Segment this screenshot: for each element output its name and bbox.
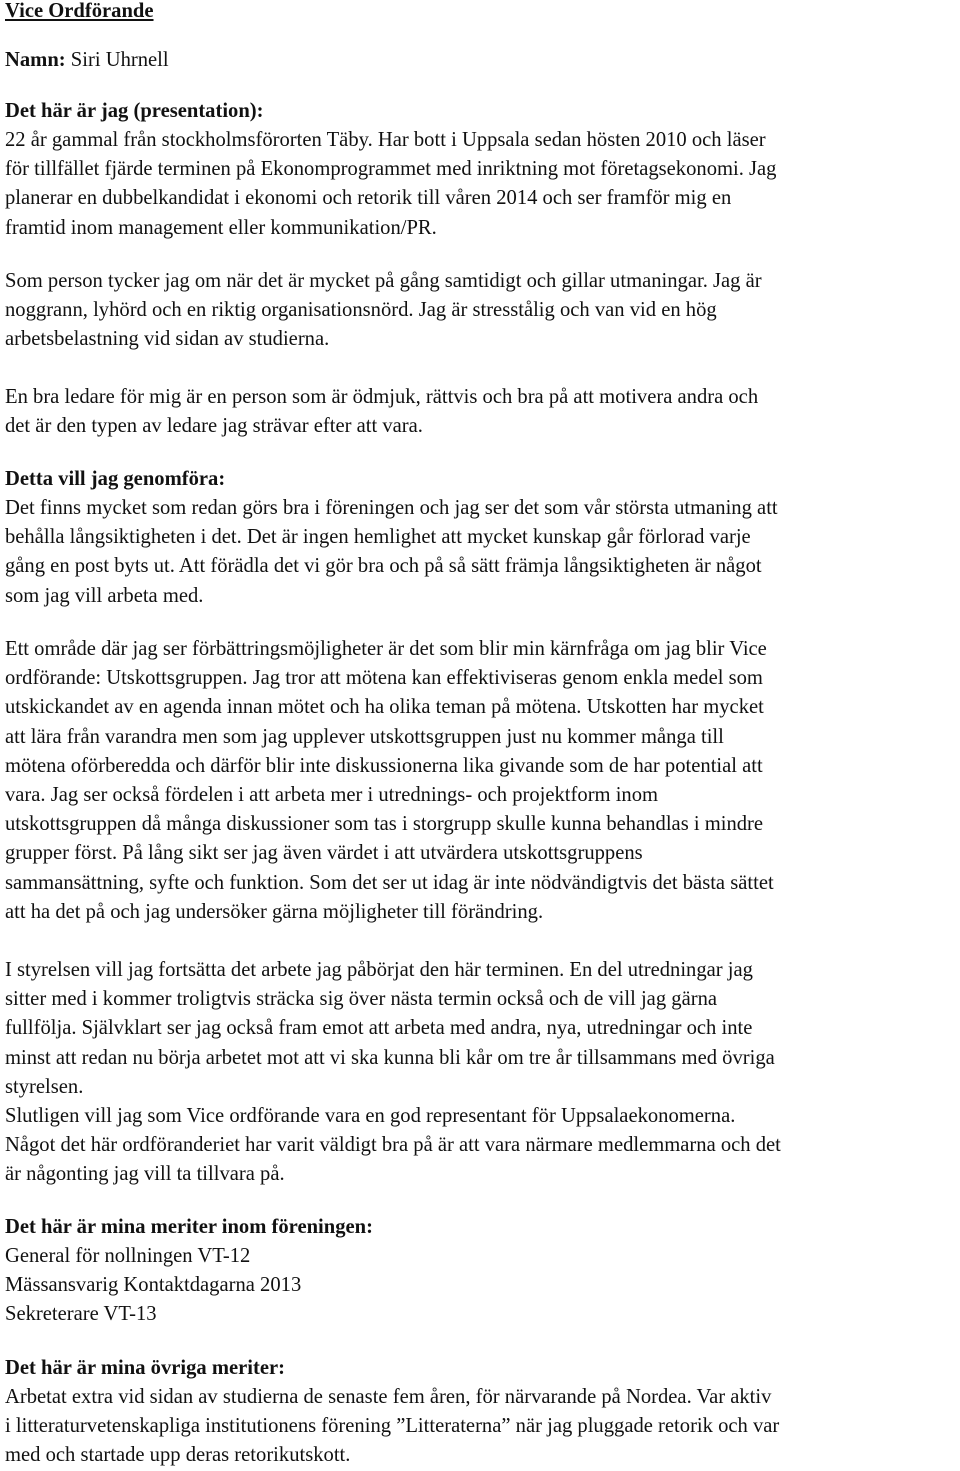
name-label: Namn: <box>5 49 66 71</box>
text-line: En bra ledare för mig är en person som är ödmjuk, rättvis och bra på att motivera andra och <box>5 386 759 408</box>
text-line: grupper först. På lång sikt ser jag även värdet i att utvärdera utskottsgruppens <box>5 842 643 865</box>
other-merits-heading: Det här är mina övriga meriter: <box>5 1357 286 1379</box>
document-title-block <box>5 0 957 26</box>
text-line: arbetsbelastning vid sidan av studierna. <box>5 328 330 351</box>
presentation-heading-block <box>5 97 957 126</box>
text-line: Ett område där jag ser förbättringsmöjligheter är det som blir min kärnfråga om jag blir Vice <box>5 638 767 660</box>
text-line: Något det här ordföranderiet har varit väldigt bra på är att vara närmare medlemmarna och det <box>5 1134 781 1157</box>
text-line: Slutligen vill jag som Vice ordförande vara en god representant för Uppsalaekonomerna. <box>5 1105 736 1128</box>
text-line: Arbetat extra vid sidan av studierna de senaste fem åren, för närvarande på Nordea. Var aktiv <box>5 1386 772 1408</box>
text-line: för tillfället fjärde terminen på Ekonomprogrammet med inriktning mot företagsekonomi. Jag <box>5 158 777 181</box>
list-item: Sekreterare VT-13 <box>5 1303 157 1326</box>
presentation-heading: Det här är jag (presentation): <box>5 100 264 122</box>
merits-heading-block <box>5 1213 957 1242</box>
text-line: minst att redan nu börja arbetet mot att vi ska kunna bli kår om tre år tillsammans med övriga <box>5 1046 775 1069</box>
goals-paragraph-1 <box>5 494 957 611</box>
text-line: vara. Jag ser också fördelen i att arbeta mer i utrednings- och projektform inom <box>5 784 659 807</box>
presentation-paragraph-3 <box>5 383 957 441</box>
text-line: det är den typen av ledare jag strävar efter att vara. <box>5 415 423 438</box>
name-row <box>5 46 957 75</box>
text-line: i litteraturvetenskapliga institutionens förening ”Litteraterna” när jag pluggade retorik och var <box>5 1415 780 1438</box>
text-line: att lära från varandra men som jag upplever utskottsgruppen just nu kommer många till <box>5 725 724 748</box>
merits-heading: Det här är mina meriter inom föreningen: <box>5 1216 373 1238</box>
name-line <box>5 46 957 75</box>
text-line: utskickandet av en agenda innan mötet och ha olika teman på mötena. Utskotten har mycket <box>5 696 764 719</box>
list-item: General för nollningen VT-12 <box>5 1245 251 1267</box>
text-line: att ha det på och jag undersöker gärna möjligheter till förändring. <box>5 900 544 923</box>
text-line: 22 år gammal från stockholmsförorten Täby. Har bott i Uppsala sedan hösten 2010 och läser <box>5 129 766 151</box>
text-line: Som person tycker jag om när det är mycket på gång samtidigt och gillar utmaningar. Jag är <box>5 270 762 292</box>
text-line: mötena oförberedda och därför blir inte diskussionerna lika givande som de har potential att <box>5 754 763 777</box>
merits-list <box>5 1242 957 1330</box>
text-line: är någonting jag vill ta tillvara på. <box>5 1163 285 1186</box>
goals-heading: Detta vill jag genomföra: <box>5 468 226 490</box>
other-merits-paragraph <box>5 1383 957 1471</box>
text-line: sammansättning, syfte och funktion. Som det ser ut idag är inte nödvändigtvis det bästa sättet <box>5 871 774 894</box>
other-merits-heading-block <box>5 1354 957 1383</box>
text-line: Det finns mycket som redan görs bra i föreningen och jag ser det som vår största utmaning att <box>5 497 778 519</box>
goals-paragraph-3 <box>5 956 957 1190</box>
text-line: med och startade upp deras retorikutskott. <box>5 1444 351 1467</box>
text-line: planerar en dubbelkandidat i ekonomi och retorik till våren 2014 och ser framför mig en <box>5 187 732 210</box>
text-line: behålla långsiktigheten i det. Det är ingen hemlighet att mycket kunskap går förlorad varje <box>5 526 751 549</box>
list-item: Mässansvarig Kontaktdagarna 2013 <box>5 1274 302 1297</box>
text-line: noggrann, lyhörd och en riktig organisationsnörd. Jag är stresstålig och van vid en hög <box>5 299 717 322</box>
presentation-paragraph-1 <box>5 126 957 243</box>
text-line: sitter med i kommer troligtvis sträcka sig över nästa termin också och de vill jag gärna <box>5 988 718 1011</box>
text-line: ordförande: Utskottsgruppen. Jag tror att mötena kan effektiviseras genom enkla medel som <box>5 667 763 690</box>
goals-paragraph-2 <box>5 635 957 927</box>
presentation-paragraph-2 <box>5 267 957 355</box>
text-line: framtid inom management eller kommunikation/PR. <box>5 216 437 239</box>
text-line: som jag vill arbeta med. <box>5 584 204 607</box>
text-line: I styrelsen vill jag fortsätta det arbete jag påbörjat den här terminen. En del utredningar jag <box>5 959 753 981</box>
text-line: gång en post byts ut. Att förädla det vi gör bra och på så sätt främja långsiktigheten är något <box>5 555 762 578</box>
text-line: styrelsen. <box>5 1075 84 1098</box>
text-line: utskottsgruppen då många diskussioner som tas i storgrupp skulle kunna behandlas i mindre <box>5 813 764 836</box>
document-title: Vice Ordförande <box>5 0 154 22</box>
goals-heading-block <box>5 465 957 494</box>
name-value: Siri Uhrnell <box>65 49 169 71</box>
text-line: fullfölja. Självklart ser jag också fram emot att arbeta med andra, nya, utredningar och inte <box>5 1017 753 1040</box>
